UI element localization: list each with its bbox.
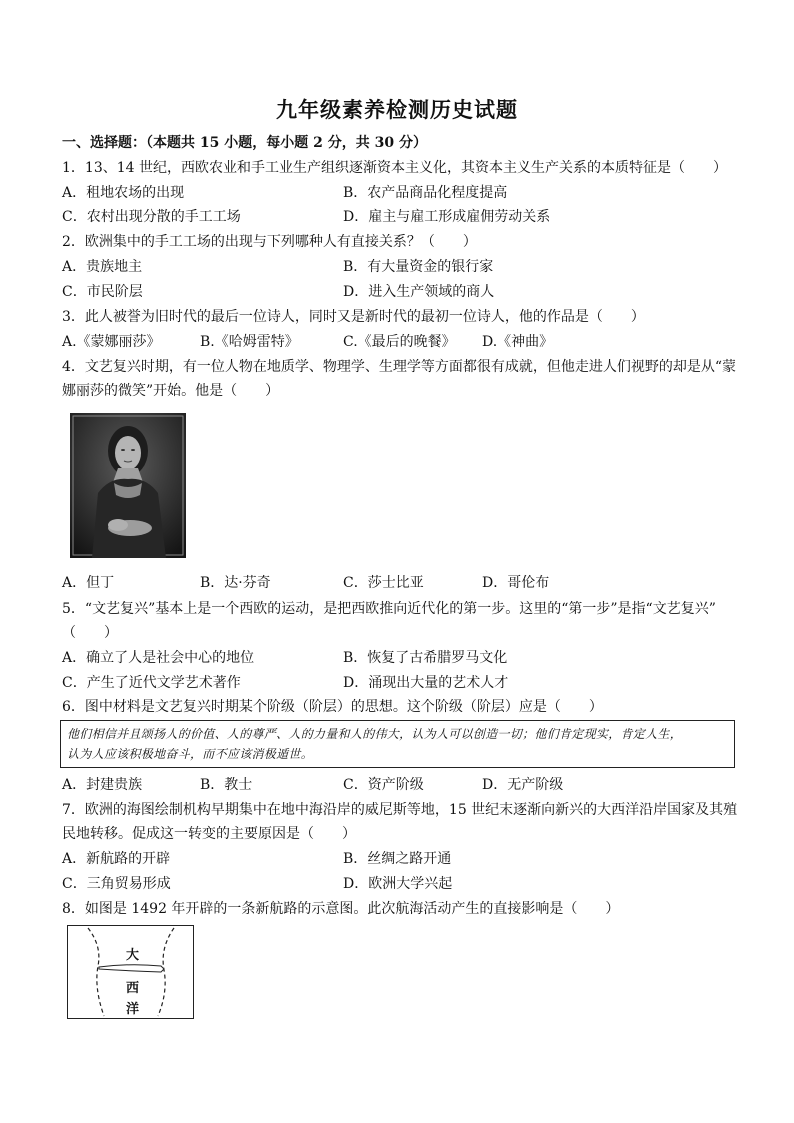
q4-option-b: B．达·芬奇 xyxy=(200,575,271,591)
q6-option-c: C．资产阶级 xyxy=(343,777,424,793)
q4-option-c: C．莎士比亚 xyxy=(343,575,424,591)
q5-option-a: A．确立了人是社会中心的地位 xyxy=(62,650,255,666)
q2-option-d: D．进入生产领域的商人 xyxy=(343,284,495,300)
q3-option-d: D.《神曲》 xyxy=(482,334,554,350)
q2-option-a: A．贵族地主 xyxy=(62,259,143,275)
question-3-stem: 3．此人被誉为旧时代的最后一位诗人，同时又是新时代的最初一位诗人，他的作品是（ ） xyxy=(62,309,645,325)
q1-option-b: B．农产品商品化程度提高 xyxy=(343,185,508,201)
q1-option-d: D．雇主与雇工形成雇佣劳动关系 xyxy=(343,209,551,225)
question-1-stem: 1．13、14 世纪，西欧农业和手工业生产组织逐渐资本主义化，其资本主义生产关系的本质特征是（ ） xyxy=(62,160,727,176)
q6-option-d: D．无产阶级 xyxy=(482,777,564,793)
question-5-stem-line2: （ ） xyxy=(62,625,118,641)
q5-option-c: C．产生了近代文学艺术著作 xyxy=(62,675,241,691)
map-label-da: 大 xyxy=(126,948,140,963)
q7-option-a: A．新航路的开辟 xyxy=(62,851,171,867)
q7-option-c: C．三角贸易形成 xyxy=(62,876,171,892)
q3-option-c: C.《最后的晚餐》 xyxy=(343,334,456,350)
mona-lisa-image xyxy=(70,413,186,558)
question-6-stem: 6．图中材料是文艺复兴时期某个阶级（阶层）的思想。这个阶级（阶层）应是（ ） xyxy=(62,699,603,715)
q4-option-d: D．哥伦布 xyxy=(482,575,550,591)
q6-option-b: B．教士 xyxy=(200,777,253,793)
q4-option-a: A．但丁 xyxy=(62,575,115,591)
q1-option-a: A．租地农场的出现 xyxy=(62,185,185,201)
map-label-yang: 洋 xyxy=(126,1002,140,1017)
mona-lisa-drawing xyxy=(70,413,186,558)
q2-option-c: C．市民阶层 xyxy=(62,284,143,300)
q3-option-b: B.《哈姆雷特》 xyxy=(200,334,299,350)
question-2-stem: 2．欧洲集中的手工工场的出现与下列哪种人有直接关系？（ ） xyxy=(62,234,477,250)
q5-option-d: D．涌现出大量的艺术人才 xyxy=(343,675,509,691)
q2-option-b: B．有大量资金的银行家 xyxy=(343,259,494,275)
q3-option-a: A.《蒙娜丽莎》 xyxy=(62,334,161,350)
q7-option-d: D．欧洲大学兴起 xyxy=(343,876,453,892)
question-8-stem: 8．如图是 1492 年开辟的一条新航路的示意图。此次航海活动产生的直接影响是（ ） xyxy=(62,901,620,917)
q5-option-b: B．恢复了古希腊罗马文化 xyxy=(343,650,508,666)
question-4-stem-line1: 4．文艺复兴时期，有一位人物在地质学、物理学、生理学等方面都很有成就，但他走进人们视野的却是从“蒙 xyxy=(62,359,737,375)
question-7-stem-line2: 民地转移。促成这一转变的主要原因是（ ） xyxy=(62,826,356,842)
q6-option-a: A．封建贵族 xyxy=(62,777,143,793)
atlantic-route-map xyxy=(67,925,194,1019)
quote-line-1: 他们相信并且颂扬人的价值、人的尊严、人的力量和人的伟大，认为人可以创造一切；他们肯定现实，肯定人生， xyxy=(67,727,683,741)
question-4-stem-line2: 娜丽莎的微笑”开始。他是（ ） xyxy=(62,383,280,399)
page-title: 九年级素养检测历史试题 xyxy=(276,97,518,122)
quote-material-box xyxy=(60,720,735,768)
q7-option-b: B．丝绸之路开通 xyxy=(343,851,452,867)
q1-option-c: C．农村出现分散的手工工场 xyxy=(62,209,241,225)
question-5-stem-line1: 5．“文艺复兴”基本上是一个西欧的运动，是把西欧推向近代化的第一步。这里的“第一步”是指“文艺复兴” xyxy=(62,601,716,617)
question-7-stem-line1: 7．欧洲的海图绘制机构早期集中在地中海沿岸的威尼斯等地，15 世纪末逐渐向新兴的大西洋沿岸国家及其殖 xyxy=(62,802,738,818)
map-label-xi: 西 xyxy=(126,981,140,996)
section-heading: 一、选择题：（本题共 15 小题，每小题 2 分，共 30 分） xyxy=(62,135,427,151)
quote-line-2: 认为人应该积极地奋斗，而不应该消极遁世。 xyxy=(67,747,314,761)
